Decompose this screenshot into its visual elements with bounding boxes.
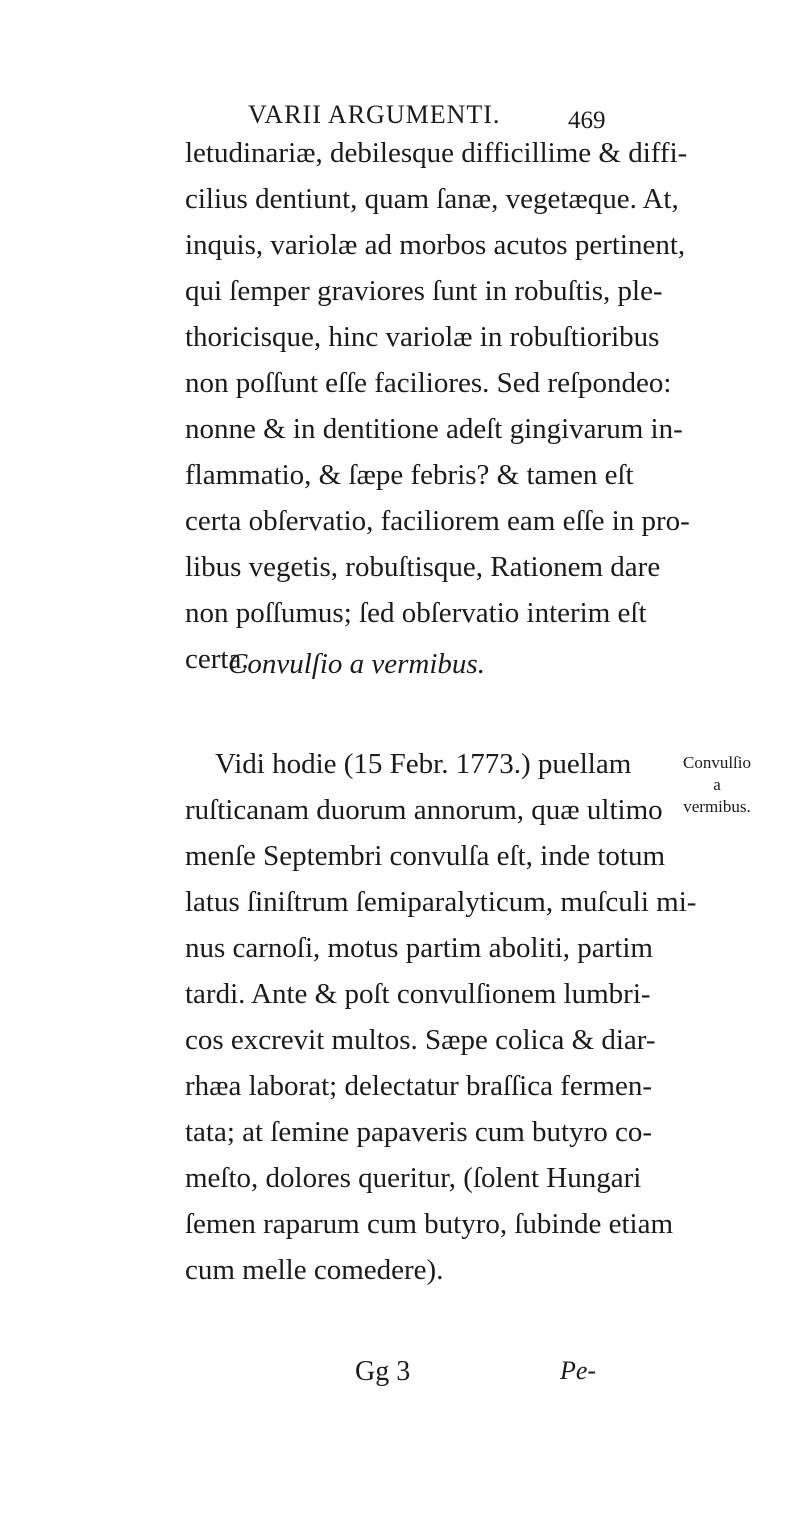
text-line: thoricisque, hinc variolæ in robuſtioribus (185, 321, 660, 353)
text-line: nonne & in dentitione adeſt gingivarum in- (185, 413, 683, 445)
text-line: rhæa laborat; delectatur braſſica fermen- (185, 1070, 652, 1102)
text-line: latus ſiniſtrum ſemiparalyticum, muſculi mi- (185, 886, 697, 918)
text-line: non poſſumus; ſed obſervatio interim eſt (185, 597, 647, 629)
catchword: Pe- (560, 1356, 597, 1385)
text-line: tata; at ſemine papaveris cum butyro co- (185, 1116, 653, 1148)
text-line: Vidi hodie (15 Febr. 1773.) puellam (215, 748, 632, 780)
marginal-note-line: a (713, 775, 721, 794)
text-line: ſemen raparum cum butyro, ſubinde etiam (185, 1208, 674, 1240)
marginal-note-line: vermibus. (683, 797, 751, 816)
text-line: meſto, dolores queritur, (ſolent Hungari (185, 1162, 642, 1194)
section-heading: Convulſio a vermibus. (228, 648, 485, 680)
text-line: cos excrevit multos. Sæpe colica & diar- (185, 1024, 656, 1056)
text-line: nus carnoſi, motus partim aboliti, partim (185, 932, 653, 964)
text-line: cilius dentiunt, quam ſanæ, vegetæque. At, (185, 183, 679, 215)
text-line: flammatio, & ſæpe febris? & tamen eſt (185, 459, 634, 491)
text-line: cum melle comedere). (185, 1254, 444, 1286)
text-line: libus vegetis, robuſtisque, Rationem dare (185, 551, 661, 583)
marginal-note-line: Convulſio (682, 753, 751, 772)
text-line: non poſſunt eſſe faciliores. Sed reſpondeo: (185, 367, 672, 399)
signature-mark: Gg 3 (355, 1356, 411, 1387)
text-line: tardi. Ante & poſt convulſionem lumbri- (185, 978, 651, 1010)
text-line: ruſticanam duorum annorum, quæ ultimo (185, 794, 663, 826)
text-line: letudinariæ, debilesque difficillime & diffi- (185, 137, 688, 169)
text-line: menſe Septembri convulſa eſt, inde totum (185, 840, 666, 872)
marginal-note (672, 752, 762, 818)
text-line: inquis, variolæ ad morbos acutos pertinent, (185, 229, 686, 261)
running-title: VARII ARGUMENTI. (248, 100, 501, 129)
text-line: certa. (185, 643, 249, 675)
text-line: qui ſemper graviores ſunt in robuſtis, ple- (185, 275, 663, 307)
page-number: 469 (568, 107, 606, 134)
text-line: certa obſervatio, faciliorem eam eſſe in pro- (185, 505, 690, 537)
